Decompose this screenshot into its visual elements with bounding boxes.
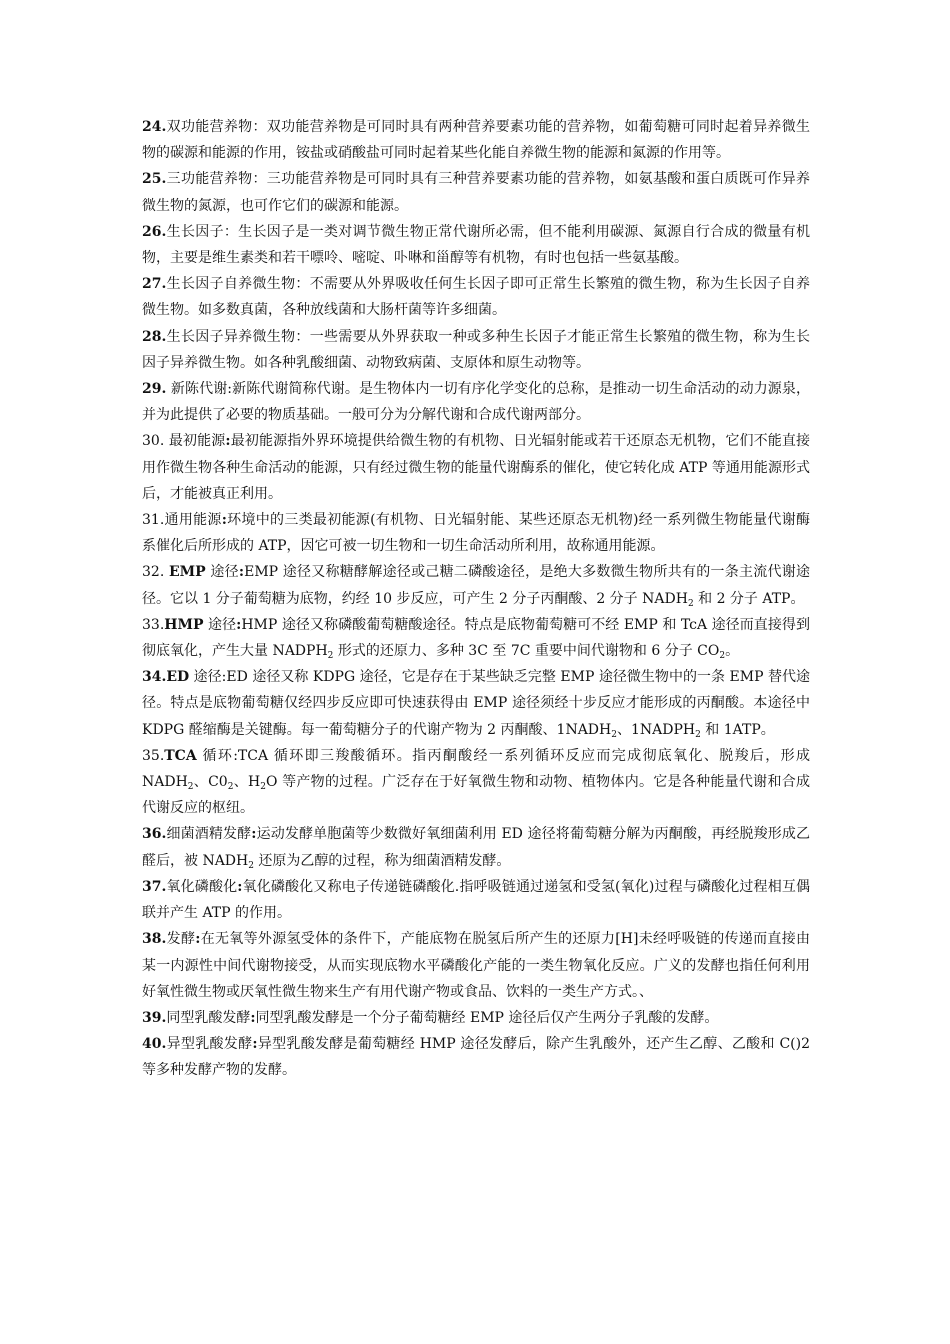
entry-text: TCA xyxy=(164,747,197,764)
entry-number: 34. xyxy=(142,669,167,686)
entry-text: 运动发酵单胞菌等少数微好氧细菌利用 ED 途径将葡萄糖分解为丙酮酸，再经脱羧形成乙醛后，被 NADH xyxy=(142,826,811,869)
subscript-text: 2 xyxy=(187,782,194,793)
entry-text: 氧化磷酸化又称电子传递链磷酸化.指呼吸链通过递氢和受氢(氧化)过程与磷酸化过程相互偶联并产生 ATP 的作用。 xyxy=(142,878,811,922)
entry-number: 27. xyxy=(142,276,167,293)
entry-text: 循环:TCA 循环即三羧酸循环。指丙酮酸经一系列循环反应而完成彻底氧化、脱羧后，形成 NADH xyxy=(142,747,810,791)
entry-text: 。 xyxy=(725,643,740,660)
subscript-text: 2 xyxy=(611,729,617,740)
entry-text: 生长因子自养微生物：不需要从外界吸收任何生长因子即可正常生长繁殖的微生物，称为生长因子自养微生物。如多数真菌，各种放线菌和大肠杆菌等许多细菌。 xyxy=(142,276,810,319)
glossary-entry xyxy=(142,376,810,428)
glossary-entry xyxy=(142,821,810,873)
entry-text: : xyxy=(236,616,242,633)
entry-text: 细菌酒精发酵 xyxy=(166,826,252,843)
entry-text: : xyxy=(225,433,231,450)
entry-text: 途径:ED 途径又称 KDPG 途径，它是存在于某些缺乏完整 EMP 途径微生物中的一条 EMP 替代途径。特点是底物葡萄糖仅经四步反应即可快速获得由 EMP 途径须经十步反应才能形成的丙酮酸。本途径中 KDPG 醛缩酶是关键酶。每一葡萄糖分子的代谢产物为 2 丙酮酸、1NADH xyxy=(142,669,810,738)
entry-number: 28. xyxy=(142,328,167,345)
entry-text: EMP 途径又称糖酵解途径或己糖二磷酸途径，是绝大多数微生物所共有的一条主流代谢途径。它以 1 分子葡萄糖为底物，约经 10 步反应，可产生 2 分子丙酮酸、2 分子 NADH xyxy=(142,564,811,607)
subscript-text: 2 xyxy=(227,782,234,793)
subscript-text: 2 xyxy=(327,651,334,662)
glossary-entry xyxy=(142,166,810,218)
glossary-entry xyxy=(142,507,810,559)
entry-text: HMP 途径又称磷酸葡萄糖酸途径。特点是底物葡萄糖可不经 EMP 和 TcA 途径而直接得到彻底氧化，产生大量 NADPH xyxy=(142,616,810,660)
entry-text: ED xyxy=(166,669,190,686)
entry-text: 30. 最初能源 xyxy=(142,433,226,450)
subscript-text: 2 xyxy=(695,729,701,740)
entry-text: 氧化磷酸化 xyxy=(166,878,238,895)
entry-text: 还原为乙醇的过程，称为细菌酒精发酵。 xyxy=(253,852,511,869)
glossary-entry xyxy=(142,1031,810,1083)
entry-text: 发酵 xyxy=(166,931,196,948)
entry-number: 38. xyxy=(142,931,167,948)
entry-number: 37. xyxy=(142,878,167,895)
entry-text: EMP xyxy=(168,564,206,581)
entry-text: O 等产物的过程。广泛存在于好氧微生物和动物、植物体内。它是各种能量代谢和合成代谢反应的枢纽。 xyxy=(142,774,810,817)
entry-text: : xyxy=(251,826,257,843)
entry-text: 环境中的三类最初能源(有机物、日光辐射能、某些还原态无机物)经一系列微生物能量代谢酶系催化后所形成的 ATP，因它可被一切生物和一切生命活动所利用，故称通用能源。 xyxy=(142,512,811,555)
entry-text: 33. xyxy=(142,616,165,633)
entry-number: 26. xyxy=(142,223,167,240)
entry-text: 、C0 xyxy=(193,774,228,791)
entry-text: 和 1ATP。 xyxy=(700,721,775,738)
subscript-text: 2 xyxy=(248,860,254,871)
glossary-entry xyxy=(142,664,810,743)
entry-text: 35. xyxy=(142,747,165,764)
entry-text: : xyxy=(221,512,227,529)
entry-text: 途径 xyxy=(205,564,239,581)
entry-number: 40. xyxy=(142,1036,167,1053)
entry-number: 24. xyxy=(142,119,167,135)
glossary-entry xyxy=(142,559,810,611)
glossary-entry xyxy=(142,114,810,166)
entry-text: 、1NADPH xyxy=(616,721,696,738)
glossary-entry xyxy=(142,271,810,323)
glossary-entry xyxy=(142,324,810,376)
entry-text: 生长因子：生长因子是一类对调节微生物正常代谢所必需，但不能利用碳源、氮源自行合成的微量有机物，主要是维生素类和若干嘌呤、嘧啶、卟啉和甾醇等有机物，有时也包括一些氨基酸。 xyxy=(142,223,810,267)
glossary-entry xyxy=(142,612,810,664)
entry-text: 异型乳酸发酵 xyxy=(166,1036,253,1053)
entry-number: 36. xyxy=(142,826,167,843)
entry-text: 新陈代谢:新陈代谢简称代谢。是生物体内一切有序化学变化的总称，是推动一切生命活动的动力源泉，并为此提供了必要的物质基础。一般可分为分解代谢和合成代谢两部分。 xyxy=(142,381,810,424)
entry-text: 31.通用能源 xyxy=(142,512,222,529)
subscript-text: 2 xyxy=(687,598,694,609)
entry-text: 、H xyxy=(233,774,261,791)
entry-text: : xyxy=(238,564,245,581)
entry-text: : xyxy=(237,878,243,895)
entry-text: 形式的还原力、多种 3C 至 7C 重要中间代谢物和 6 分子 CO xyxy=(333,643,720,660)
entry-text: 最初能源指外界环境提供给微生物的有机物、日光辐射能或若干还原态无机物，它们不能直接用作微生物各种生命活动的能源，只有经过微生物的能量代谢酶系的催化，使它转化成 ATP 等通用能源形式后，才能被真正利用。 xyxy=(142,433,811,502)
entry-text: 和 2 分子 ATP。 xyxy=(693,590,805,607)
glossary-entry xyxy=(142,743,810,822)
entry-text: 同型乳酸发酵 xyxy=(166,1009,251,1026)
subscript-text: 2 xyxy=(260,782,266,793)
entry-text: 异型乳酸发酵是葡萄糖经 HMP 途径发酵后，除产生乳酸外，还产生乙醇、乙酸和 C()2 等多种发酵产物的发酵。 xyxy=(142,1036,811,1079)
entry-text: HMP xyxy=(164,616,204,633)
entry-text: 途径 xyxy=(203,616,237,633)
entry-number: 39. xyxy=(142,1009,167,1026)
entry-number: 25. xyxy=(142,171,167,188)
entry-text: 三功能营养物：三功能营养物是可同时具有三种营养要素功能的营养物，如氨基酸和蛋白质既可作异养微生物的氮源，也可作它们的碳源和能源。 xyxy=(142,171,810,214)
glossary-entry xyxy=(142,219,810,271)
glossary-entry xyxy=(142,874,810,926)
entry-text: 32. xyxy=(142,564,169,581)
entry-text: 在无氧等外源氢受体的条件下，产能底物在脱氢后所产生的还原力[H]未经呼吸链的传递而直接由某一内源性中间代谢物接受，从而实现底物水平磷酸化产能的一类生物氧化反应。广义的发酵也指任何利用好氧性微生物或厌氧性微生物来生产有用代谢产物或食品、饮料的一类生产方式。、 xyxy=(142,931,810,1000)
entry-text: 双功能营养物：双功能营养物是可同时具有两种营养要素功能的营养物，如葡萄糖可同时起着异养微生物的碳源和能源的作用，铵盐或硝酸盐可同时起着某些化能自养微生物的能源和氮源的作用等。 xyxy=(142,119,810,162)
entry-number: 29. xyxy=(142,381,167,398)
entry-text: 生长因子异养微生物：一些需要从外界获取一种或多种生长因子才能正常生长繁殖的微生物，称为生长因子异养微生物。如各种乳酸细菌、动物致病菌、支原体和原生动物等。 xyxy=(142,328,810,371)
subscript-text: 2 xyxy=(719,651,726,662)
glossary-entry xyxy=(142,428,810,507)
glossary-entry xyxy=(142,1005,810,1031)
entry-text: : xyxy=(250,1009,256,1026)
document-body xyxy=(142,114,810,1084)
entry-text: : xyxy=(195,931,201,948)
entry-text: : xyxy=(252,1036,258,1053)
glossary-entry xyxy=(142,926,810,1005)
entry-text: 同型乳酸发酵是一个分子葡萄糖经 EMP 途径后仅产生两分子乳酸的发酵。 xyxy=(255,1009,719,1026)
